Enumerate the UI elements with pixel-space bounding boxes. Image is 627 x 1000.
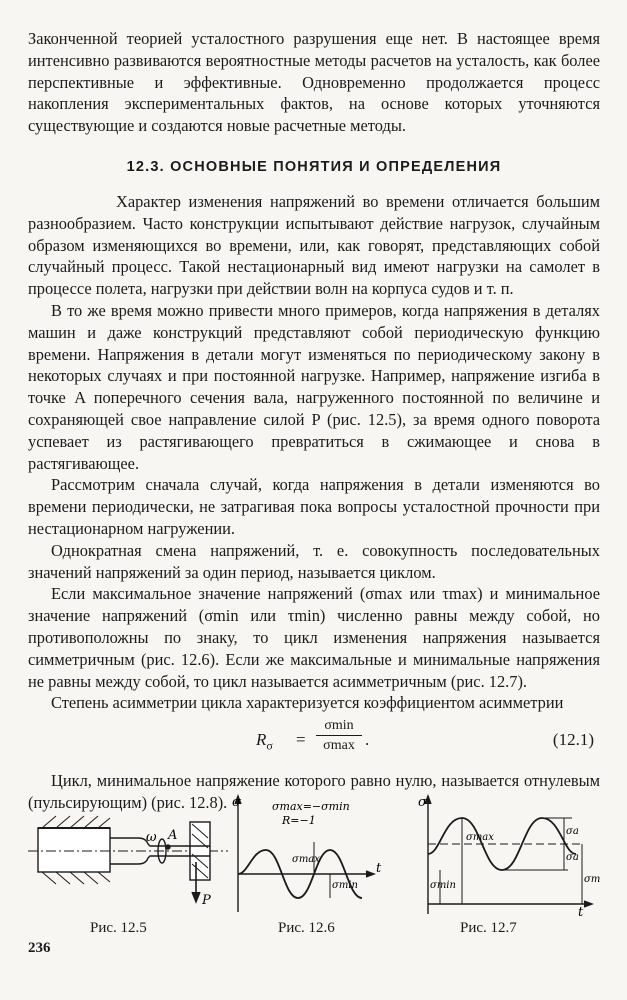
fig126-def: σmax=−σmin	[272, 800, 350, 813]
paragraph-1: Характер изменения напряжений во времени отличается большим разнообразием. Часто конструкции испытывают действие нагрузок, случайным образом изменяющихся во времени, или, как говорят, представляющих собой случайный процесс. Такой нестационарный вид имеют нагрузки на самолет в процессе полета, нагрузки при действии волн на корпуса судов и т. п.	[28, 191, 600, 299]
fig126-min: σmin	[332, 880, 358, 891]
figure-12-5	[28, 792, 228, 917]
intro-paragraph: Законченной теорией усталостного разрушения еще нет. В настоящее время интенсивно развиваются вероятностные методы расчетов на усталость, как более перспективные и эффективные. Одновременно продолжается процесс накопления экспериментальных фактов, на основе которых уточняются существующие и создаются новые расчетные методы.	[28, 29, 600, 136]
fig126-max: σmax	[292, 854, 320, 865]
paragraph-3: Рассмотрим сначала случай, когда напряжения в детали изменяются во времени периодически, не затрагивая пока вопросы усталостной прочности при нестационарном нагружении.	[28, 475, 600, 538]
paragraph-5: Если максимальное значение напряжений (σmax или τmax) и минимальное значение напряжений (σmin или τmin) численно равны между собой, но противоположны по знаку, то цикл изменения напряжения называется симметричным (рис. 12.6). Если же максимальные и минимальные напряжения не равны между собой, то цикл называется асимметричным (рис. 12.7).	[28, 584, 600, 691]
paragraph-2: В то же время можно привести много примеров, когда напряжения в деталях машин и даже конструкций представляют собой периодическую функцию времени. Напряжения в детали могут изменяться по периодическому закону в некоторых случаях и при постоянной нагрузке. Например, напряжение изгиба в точке A поперечного сечения вала, нагруженного постоянной по величине и сохраняющей свое направление силой P (рис. 12.5), за время одного поворота успевает из растягивающего превратиться в сжимающее и снова в растягивающее.	[28, 300, 600, 473]
fig127-amp-bottom: σa	[566, 852, 579, 863]
formula-r-sub: σ	[266, 738, 273, 753]
figure-12-6	[226, 792, 396, 917]
fig127-amp-top: σa	[566, 826, 579, 837]
fig126-r: R=−1	[282, 814, 316, 827]
caption-12-7: Рис. 12.7	[460, 920, 517, 936]
formula-lhs	[256, 730, 273, 753]
fig125-p: P	[202, 893, 211, 908]
formula-fraction	[316, 718, 362, 754]
fig125-a: A	[168, 828, 178, 843]
fig127-sigma-axis: σ	[418, 795, 427, 810]
fig127-mean: σm	[584, 874, 600, 885]
page-body	[28, 28, 600, 814]
fig126-t-axis: t	[376, 861, 382, 876]
paragraph-7: Цикл, минимальное напряжение которого равно нулю, называется отнулевым (пульсирующим) (рис. 12.8).	[28, 771, 600, 812]
formula-12-1	[28, 716, 600, 764]
caption-12-5: Рис. 12.5	[90, 920, 147, 936]
formula-numerator: σmin	[316, 718, 362, 736]
fig125-omega: ω	[146, 830, 157, 845]
caption-12-6: Рис. 12.6	[278, 920, 335, 936]
page-number: 236	[28, 940, 51, 956]
formula-dot: .	[365, 730, 370, 750]
formula-number: (12.1)	[552, 730, 594, 750]
fig127-t-axis: t	[578, 905, 584, 917]
formula-r: R	[256, 730, 267, 750]
formula-equals: =	[296, 730, 306, 750]
figure-12-7	[400, 792, 600, 917]
fig127-max: σmax	[466, 832, 494, 843]
fig127-min: σmin	[430, 880, 456, 891]
fig126-sigma-axis: σ	[232, 795, 241, 810]
paragraph-6: Степень асимметрии цикла характеризуется коэффициентом асимметрии	[51, 693, 564, 713]
paragraph-4: Однократная смена напряжений, т. е. совокупность последовательных значений напряжений за один период, называется циклом.	[28, 540, 600, 582]
formula-denominator: σmax	[323, 738, 355, 754]
section-heading: 12.3. ОСНОВНЫЕ ПОНЯТИЯ И ОПРЕДЕЛЕНИЯ	[126, 158, 502, 175]
